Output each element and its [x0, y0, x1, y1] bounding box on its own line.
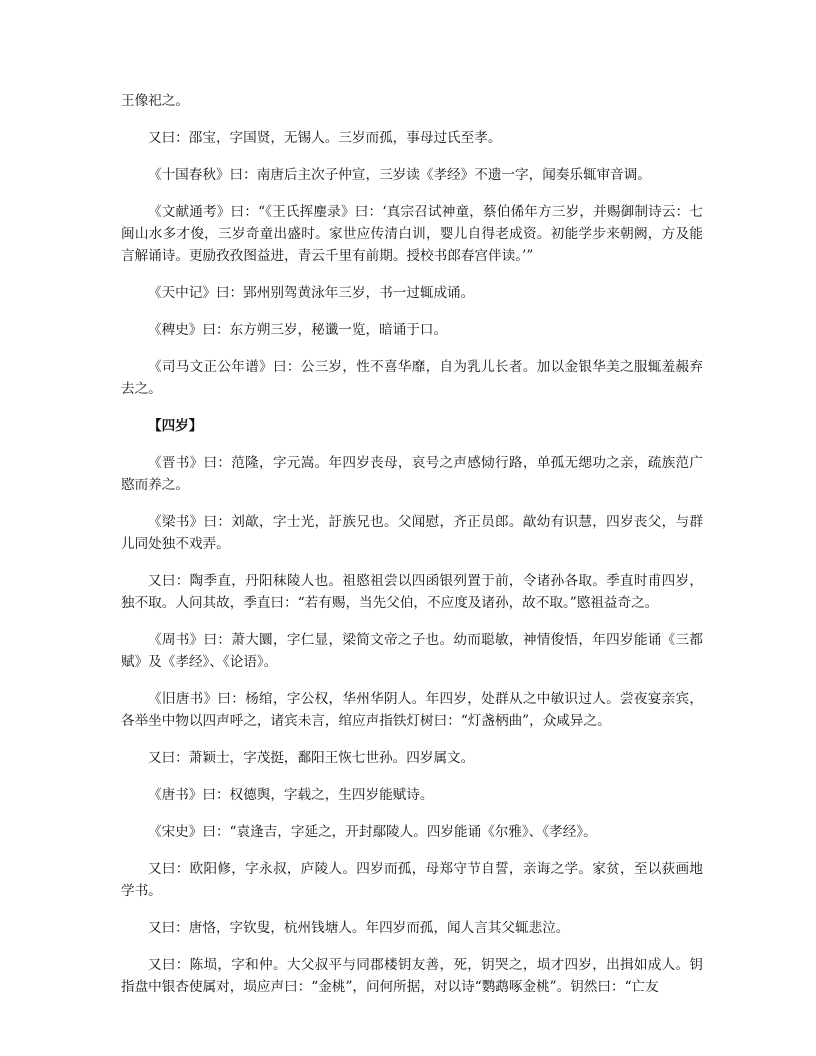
paragraph: 《晋书》曰：范隆，字元嵩。年四岁丧母，哀号之声感恸行路，单孤无缌功之亲，疏族范广愍而养之。	[121, 455, 703, 493]
paragraph: 《稗史》曰：东方朔三岁，秘谶一览，暗诵于口。	[148, 322, 448, 338]
paragraph: 《天中记》曰：郢州别驾黄泳年三岁，书一过辄成诵。	[148, 285, 475, 301]
paragraph: 又曰：陶季直，丹阳秣陵人也。祖愍祖尝以四函银列置于前，令诸孙各取。季直时甫四岁，独不取。人问其故，季直曰：“若有赐，当先父伯，不应度及诸孙，故不取。”愍祖益奇之。	[121, 573, 703, 611]
paragraph: 王像祀之。	[121, 93, 189, 109]
paragraph: 又曰：陈埙，字和仲。大父叔平与同郡楼钥友善，死，钥哭之，埙才四岁，出揖如成人。钥指盘中银杏使属对，埙应声曰：“金桃”，问何所据，对以诗“鹦鹉啄金桃”。钥然曰：“亡友	[121, 957, 703, 995]
paragraph: 又曰：唐恪，字钦叟，杭州钱塘人。年四岁而孤，闻人言其父辄悲泣。	[148, 920, 570, 936]
paragraph: 《梁书》曰：刘歊，字士光，訏族兄也。父闻慰，齐正员郎。歊幼有识慧，四岁丧父，与群儿同处独不戏弄。	[121, 514, 703, 552]
paragraph: 又曰：邵宝，字国贤，无锡人。三岁而孤，事母过氏至孝。	[148, 130, 502, 146]
paragraph: 《十国春秋》曰：南唐后主次子仲宣，三岁读《孝经》不遗一字，闻奏乐辄审音调。	[148, 167, 651, 183]
document-body	[121, 90, 703, 1013]
paragraph: 《宋史》曰：“袁逢吉，字延之，开封鄢陵人。四岁能诵《尔雅》、《孝经》。	[148, 824, 597, 840]
paragraph: 《周书》曰：萧大圜，字仁显，梁简文帝之子也。幼而聪敏，神情俊悟，年四岁能诵《三都赋》及《孝经》、《论语》。	[121, 632, 703, 670]
paragraph: 《文献通考》曰：“《王氏挥麈录》曰：‘真宗召试神童，蔡伯俙年方三岁，并赐御制诗云：七闽山水多才俊，三岁奇童出盛时。家世应传清白训，婴儿自得老成资。初能学步来朝阙，方及能言解诵诗。更励孜孜图益进，青云千里有前期。授校书郎春宫伴读。’”	[121, 204, 703, 264]
paragraph: 《旧唐书》曰：杨绾，字公权，华州华阴人。年四岁，处群从之中敏识过人。尝夜宴亲宾，各举坐中物以四声呼之，诸宾未言，绾应声指铁灯树曰：“灯盏柄曲”，众咸异之。	[121, 691, 703, 729]
paragraph: 《唐书》曰：权德舆，字载之，生四岁能赋诗。	[148, 787, 434, 803]
paragraph: 又曰：欧阳修，字永叔，庐陵人。四岁而孤，母郑守节自誓，亲诲之学。家贫，至以荻画地学书。	[121, 861, 703, 899]
paragraph: 《司马文正公年谱》曰：公三岁，性不喜华靡，自为乳儿长者。加以金银华美之服辄羞赧弃去之。	[121, 359, 703, 397]
paragraph: 又曰：萧颖士，字茂挺，鄱阳王恢七世孙。四岁属文。	[148, 750, 475, 766]
section-heading: 【四岁】	[148, 418, 203, 434]
